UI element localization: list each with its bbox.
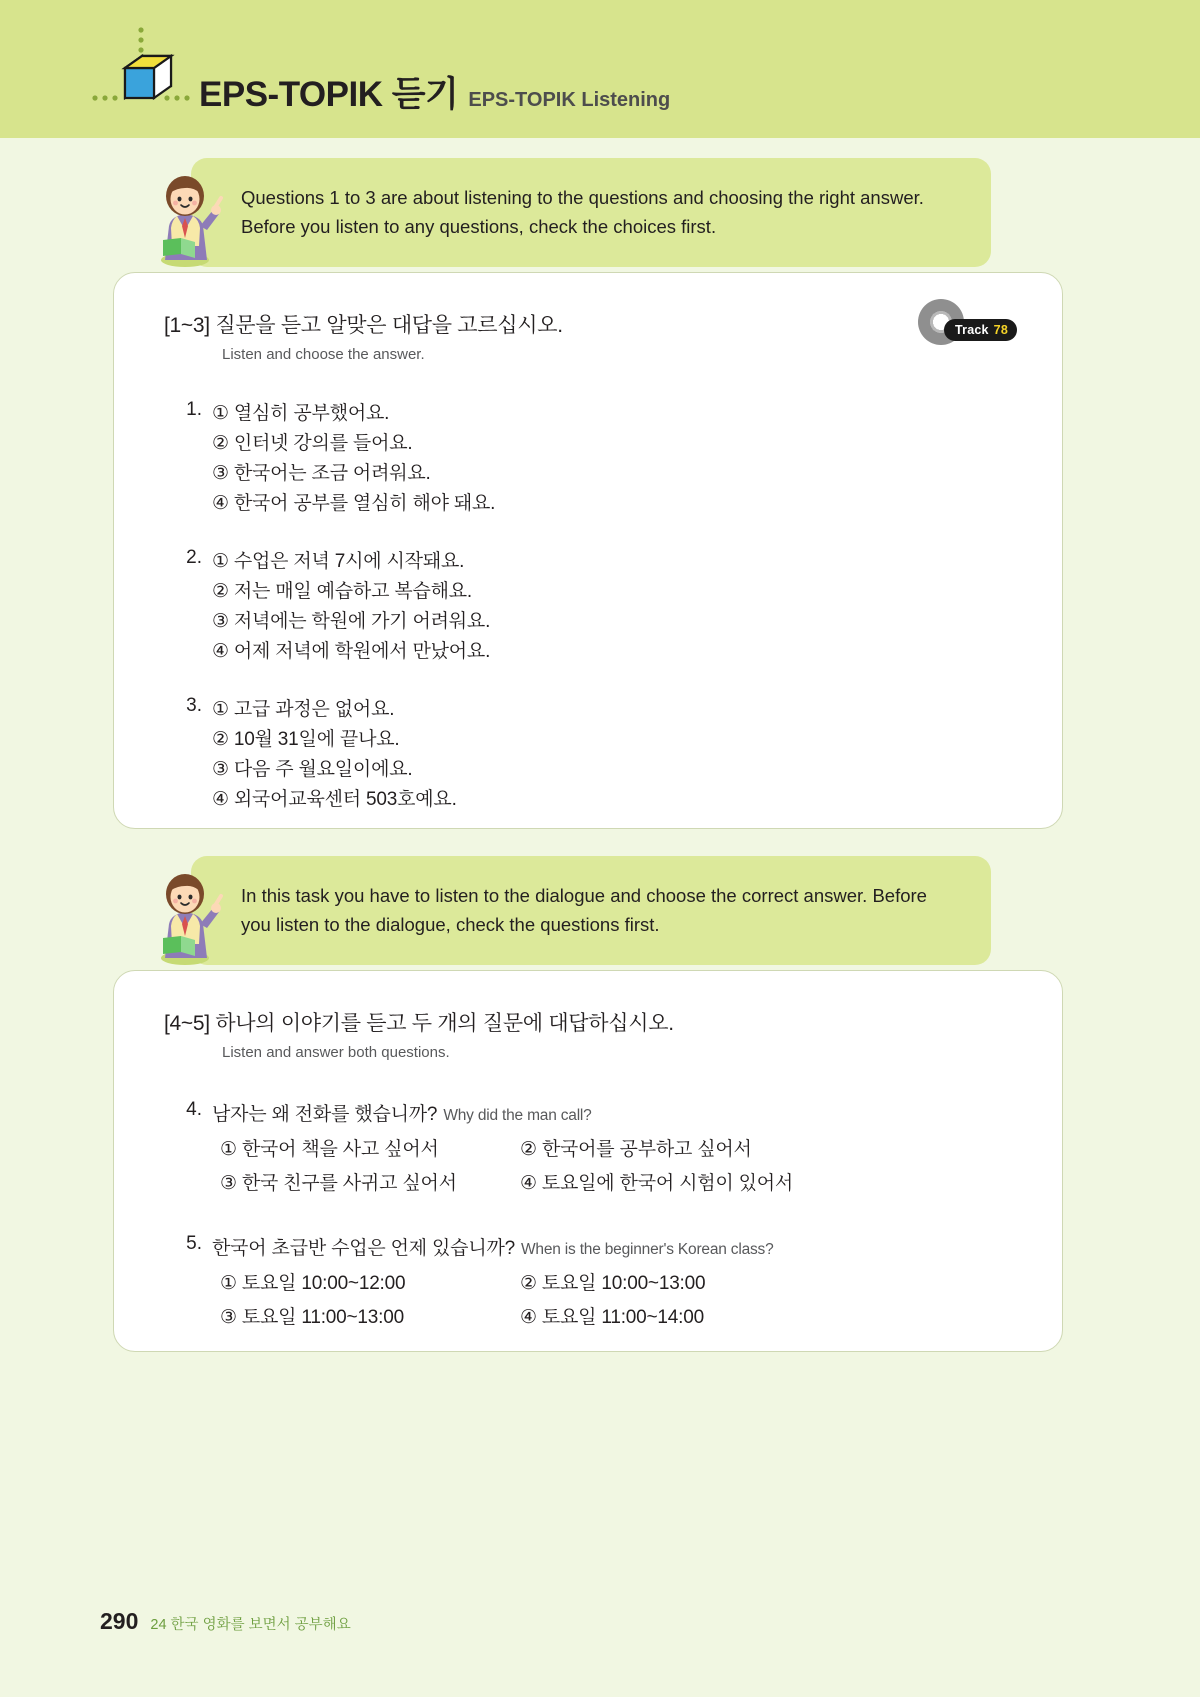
choice-text: 고급 과정은 없어요. (233, 699, 395, 721)
choice-text: 저는 매일 예습하고 복습해요. (233, 581, 473, 603)
choice-marker: ③ (220, 1307, 237, 1329)
choice-text: 10월 31일에 끝나요. (233, 729, 400, 751)
choice-option[interactable] (212, 547, 1062, 577)
question-item (172, 1233, 1062, 1333)
question-stem-ko: 남자는 왜 전화를 했습니까? (212, 1104, 438, 1125)
choice-option[interactable] (220, 1303, 520, 1333)
choice-text: 한국어 공부를 열심히 해야 돼요. (233, 493, 496, 515)
choice-marker: ④ (212, 641, 229, 663)
choice-marker: ① (220, 1139, 237, 1160)
choice-option[interactable] (212, 429, 1062, 459)
page-footer (100, 1608, 351, 1635)
choice-marker: ① (212, 551, 229, 573)
choice-text: 어제 저녁에 학원에서 만났어요. (233, 641, 491, 663)
choice-marker: ③ (212, 463, 229, 485)
question-item (172, 695, 1062, 815)
cube-icon (85, 24, 195, 120)
choice-marker: ③ (212, 611, 229, 633)
choice-option[interactable] (212, 399, 1062, 429)
choice-option[interactable] (212, 755, 1062, 785)
question-stem-en: When is the beginner's Korean class? (521, 1241, 774, 1259)
choice-option[interactable] (212, 459, 1062, 489)
choice-text: 한국 친구를 사귀고 싶어서 (241, 1173, 457, 1195)
choice-text: 한국어를 공부하고 싶어서 (541, 1139, 752, 1160)
section1-heading-ko: [1~3] 질문을 듣고 알맞은 대답을 고르십시오. (164, 314, 563, 337)
page-body (0, 138, 1200, 1697)
choice-option[interactable] (212, 607, 1062, 637)
choice-text: 한국어는 조금 어려워요. (233, 463, 431, 485)
choice-text: 토요일 10:00~13:00 (541, 1273, 706, 1295)
choice-option[interactable] (220, 1135, 520, 1165)
section1-heading-en: Listen and choose the answer. (222, 346, 425, 363)
choice-marker: ② (212, 433, 229, 455)
choice-text: 인터넷 강의를 들어요. (233, 433, 413, 455)
track-badge (944, 319, 1017, 341)
section2-heading-en: Listen and answer both questions. (222, 1044, 450, 1061)
question-stem (212, 1099, 1062, 1126)
question-number: 2. (186, 547, 202, 569)
choice-marker: ② (212, 729, 229, 751)
choice-text: 토요일에 한국어 시험이 있어서 (541, 1173, 794, 1195)
choice-marker: ② (520, 1139, 537, 1160)
choice-option[interactable] (212, 577, 1062, 607)
question-number: 5. (186, 1233, 202, 1255)
instruction-bubble-2 (191, 856, 991, 965)
choice-option[interactable] (220, 1269, 520, 1299)
choice-marker: ② (212, 581, 229, 603)
question-item (172, 547, 1062, 667)
header-content (85, 30, 670, 120)
chapter-label: 24 한국 영화를 보면서 공부해요 (150, 1617, 351, 1633)
choice-option[interactable] (520, 1269, 1062, 1299)
choice-marker: ④ (212, 493, 229, 515)
question-stem-ko: 한국어 초급반 수업은 언제 있습니까? (212, 1238, 515, 1260)
question-card-1 (113, 272, 1063, 829)
choice-marker: ③ (212, 759, 229, 781)
choice-option[interactable] (212, 785, 1062, 815)
page-header-band (0, 0, 1200, 138)
choice-text: 저녁에는 학원에 가기 어려워요. (233, 611, 491, 633)
question-stem (212, 1233, 1062, 1260)
question-number: 4. (186, 1099, 202, 1120)
choice-text: 다음 주 월요일이에요. (233, 759, 413, 781)
choice-marker: ④ (520, 1307, 537, 1329)
question-number: 3. (186, 695, 202, 717)
section2-heading-ko: [4~5] 하나의 이야기를 듣고 두 개의 질문에 대답하십시오. (164, 1012, 674, 1035)
choice-option[interactable] (212, 637, 1062, 667)
choice-marker: ① (212, 699, 229, 721)
choice-marker: ④ (520, 1173, 537, 1195)
page-title: EPS-TOPIK 듣기 (199, 75, 459, 114)
question-stem-en: Why did the man call? (443, 1107, 592, 1124)
question-item (172, 399, 1062, 519)
instruction-text-1: Questions 1 to 3 are about listening to the questions and choosing the right answer. Before you listen to any questions, check the choices first. (241, 187, 924, 237)
page-number: 290 (100, 1608, 139, 1634)
choice-text: 토요일 10:00~12:00 (241, 1273, 406, 1295)
question-number: 1. (186, 399, 202, 420)
choice-marker: ① (220, 1273, 237, 1295)
instruction-callout-1 (155, 158, 991, 268)
choice-option[interactable] (520, 1169, 1062, 1199)
choice-marker: ④ (212, 789, 229, 811)
choice-option[interactable] (212, 489, 1062, 519)
choice-option[interactable] (212, 725, 1062, 755)
question-card-2 (113, 970, 1063, 1352)
instruction-bubble-1 (191, 158, 991, 267)
choice-marker: ② (520, 1273, 537, 1295)
page-subtitle: EPS-TOPIK Listening (468, 89, 671, 111)
teacher-icon (155, 866, 225, 966)
choice-text: 토요일 11:00~14:00 (541, 1307, 704, 1329)
instruction-text-2: In this task you have to listen to the dialogue and choose the correct answer. Before you listen to the dialogue, check the questions first. (241, 885, 927, 935)
choice-option[interactable] (520, 1135, 1062, 1165)
teacher-icon (155, 168, 225, 268)
choice-text: 외국어교육센터 503호예요. (233, 789, 457, 811)
choice-marker: ① (212, 403, 229, 424)
choice-option[interactable] (520, 1303, 1062, 1333)
choice-option[interactable] (220, 1169, 520, 1199)
instruction-callout-2 (155, 856, 991, 966)
question-item (172, 1099, 1062, 1199)
choice-text: 한국어 책을 사고 싶어서 (241, 1139, 439, 1160)
choice-text: 열심히 공부했어요. (233, 403, 390, 424)
track-label: Track (955, 323, 989, 337)
choice-marker: ③ (220, 1173, 237, 1195)
track-number: 78 (993, 323, 1008, 337)
choice-text: 수업은 저녁 7시에 시작돼요. (233, 551, 465, 573)
choice-option[interactable] (212, 695, 1062, 725)
choice-text: 토요일 11:00~13:00 (241, 1307, 404, 1329)
audio-track-indicator (918, 299, 1028, 351)
